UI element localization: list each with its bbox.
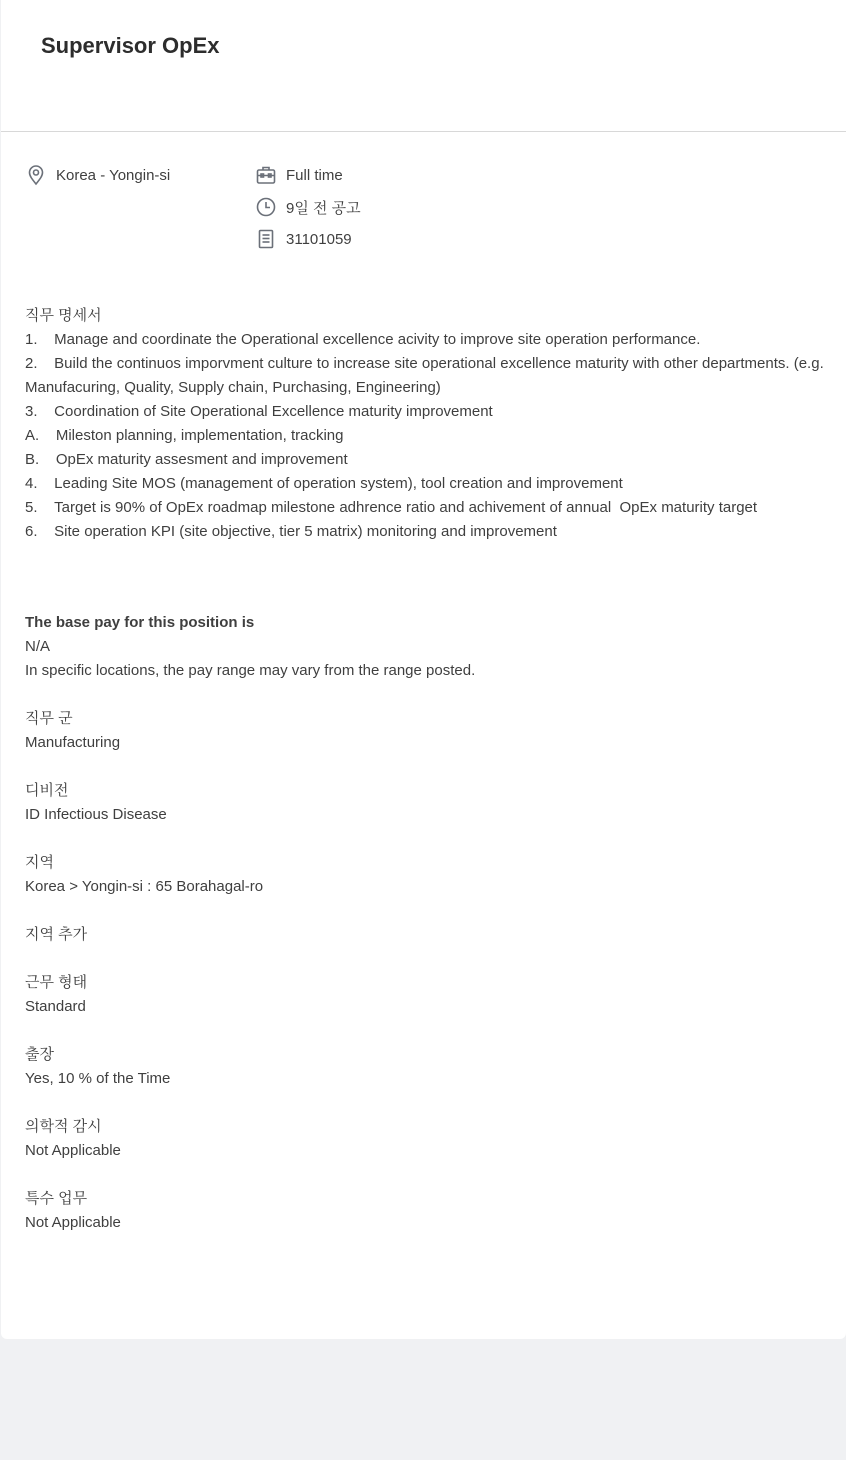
pay-heading: The base pay for this position is [25, 614, 255, 631]
location-pin-icon [25, 164, 47, 186]
field-label: 지역 [25, 854, 54, 871]
field-label: 디비전 [25, 782, 69, 799]
field-value: Not Applicable [25, 1142, 121, 1159]
job-employment-type-text: Full time [286, 166, 343, 184]
job-header [1, 0, 846, 132]
field-division [25, 779, 825, 827]
field-label: 특수 업무 [25, 1190, 88, 1207]
field-label: 의학적 감시 [25, 1118, 102, 1135]
field-label: 근무 형태 [25, 974, 88, 991]
description-line: 3. Coordination of Site Operational Excellence maturity improvement [25, 403, 493, 420]
field-special-duty [25, 1187, 825, 1235]
pay-note: In specific locations, the pay range may vary from the range posted. [25, 662, 476, 679]
job-req-id-text: 31101059 [286, 230, 352, 248]
field-value: Manufacturing [25, 734, 121, 751]
field-value: Yes, 10 % of the Time [25, 1070, 171, 1087]
field-work-type [25, 971, 825, 1019]
field-location [25, 851, 825, 899]
job-employment-type [255, 159, 343, 191]
pay-section [25, 611, 825, 683]
job-location [25, 159, 170, 191]
field-value: Standard [25, 998, 86, 1015]
job-posted [255, 191, 361, 223]
job-req-id [255, 223, 352, 255]
description-line: 6. Site operation KPI (site objective, tier 5 matrix) monitoring and improvement [25, 523, 557, 540]
job-fields [25, 707, 825, 1259]
field-value: Not Applicable [25, 1214, 121, 1231]
job-detail-card [1, 0, 846, 1339]
description-line: 1. Manage and coordinate the Operational excellence acivity to improve site operation performance. [25, 331, 701, 348]
pay-value: N/A [25, 638, 51, 655]
field-label: 출장 [25, 1046, 54, 1063]
field-label: 직무 군 [25, 710, 73, 727]
description-line: 5. Target is 90% of OpEx roadmap milestone adhrence ratio and achivement of annual OpEx maturity target [25, 499, 758, 516]
job-title: Supervisor OpEx [41, 33, 220, 58]
field-travel [25, 1043, 825, 1091]
job-location-text: Korea - Yongin-si [56, 166, 171, 184]
briefcase-icon [255, 164, 277, 186]
description-line: B. OpEx maturity assesment and improvement [25, 451, 348, 468]
description-line: 2. Build the continuos imporvment culture to increase site operational excellence maturity with other departments. (e.g. Manufacuring, Quality, Supply chain, Purchasing, Engineering) [25, 355, 828, 396]
job-description [25, 304, 828, 544]
field-job-family [25, 707, 825, 755]
description-line: A. Mileston planning, implementation, tracking [25, 427, 344, 444]
field-value: Korea > Yongin-si : 65 Borahagal-ro [25, 878, 264, 895]
clock-icon [255, 196, 277, 218]
field-value: ID Infectious Disease [25, 806, 167, 823]
document-icon [255, 228, 277, 250]
field-additional-location [25, 923, 825, 947]
job-description-heading: 직무 명세서 [25, 307, 102, 324]
job-posted-text: 9일 전 공고 [286, 199, 361, 217]
field-medical-surveillance [25, 1115, 825, 1163]
description-line: 4. Leading Site MOS (management of operation system), tool creation and improvement [25, 475, 623, 492]
field-label: 지역 추가 [25, 926, 88, 943]
